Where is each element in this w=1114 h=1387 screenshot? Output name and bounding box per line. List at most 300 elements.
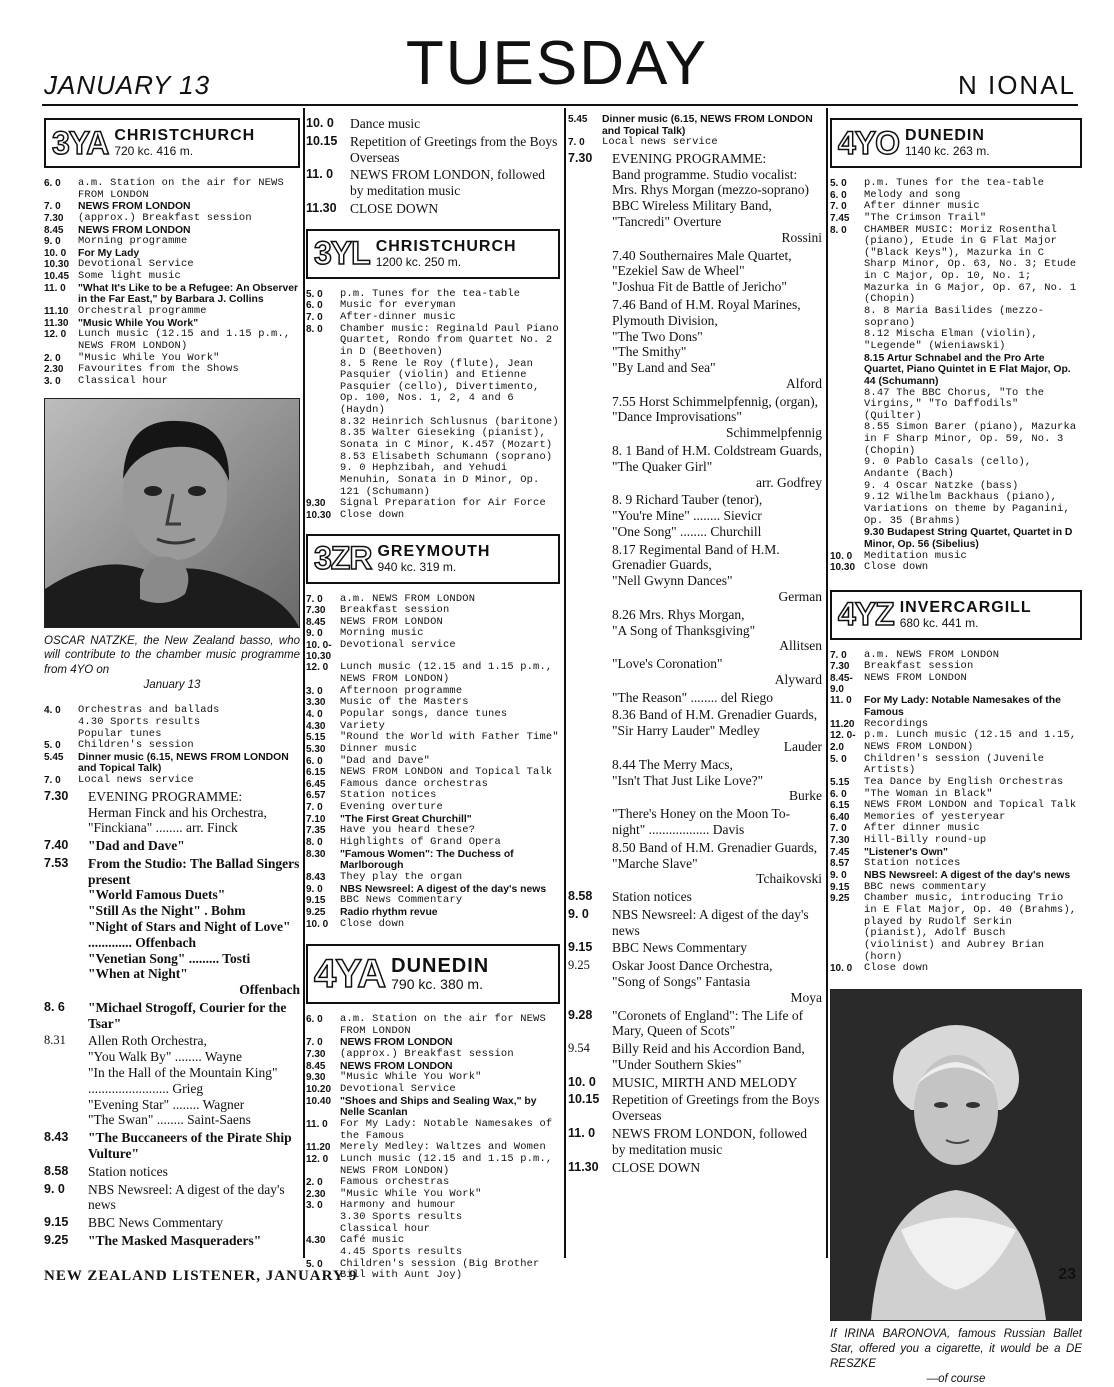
entry-text: Chamber music: Reginald Paul Piano Quartet, Rondo from Quartet No. 2 in D (Beethoven) <box>340 322 559 358</box>
schedule-entry <box>830 562 1082 574</box>
station-city: DUNEDIN <box>391 955 490 978</box>
schedule-entry <box>568 656 822 688</box>
entry-line: Station notices <box>612 889 692 905</box>
entry-text: NBS Newsreel: A digest of the day's news <box>340 883 547 895</box>
entry-text: After dinner music <box>864 822 980 835</box>
entry-text: Orchestras and ballads <box>78 704 220 717</box>
entry-text <box>88 1000 300 1032</box>
entry-line: 7.40 Southernaires Male Quartet, <box>612 247 792 263</box>
entry-line: Repetition of Greetings from the Boys Overseas <box>350 133 558 165</box>
station-banner-4ya <box>306 944 560 1004</box>
entry-time: 5. 0 <box>306 288 323 300</box>
schedule-4ya <box>306 1014 560 1282</box>
entry-text: Breakfast session <box>340 604 450 617</box>
schedule-entry <box>568 690 822 706</box>
header-rule <box>42 104 1078 106</box>
entry-time: 8.30 <box>306 848 326 860</box>
entry-text <box>612 958 822 1005</box>
schedule-entry <box>830 492 1082 527</box>
entry-text: p.m. Tunes for the tea-table <box>340 287 521 300</box>
schedule-entry <box>44 1215 300 1231</box>
entry-text <box>612 297 822 392</box>
entry-line: 8.26 Mrs. Rhys Morgan, <box>612 606 745 622</box>
entry-time: 8. 0 <box>830 224 847 236</box>
entry-time: 12. 0-2.0 <box>830 730 856 753</box>
footer-publication: NEW ZEALAND LISTENER, JANUARY 9 <box>44 1268 358 1284</box>
entry-text: Devotional service <box>340 639 456 652</box>
entry-time: 6.45 <box>306 778 326 790</box>
entry-time: 3. 0 <box>306 685 323 697</box>
entry-text: Chamber music, introducing Trio in E Flat Major, Op. 40 (Brahms), played by Rudolf Serkin (pianist), Adolf Busch (violinist) and Aubrey Brian (horn) <box>864 892 1077 963</box>
schedule-entry <box>44 178 300 201</box>
entry-line: "The Quaker Girl" <box>612 458 713 474</box>
entry-time: 9.30 <box>306 498 326 510</box>
entry-time: 6. 0 <box>44 178 61 189</box>
entry-text: Variety <box>340 719 386 732</box>
schedule-3zr <box>306 594 560 931</box>
entry-time: 9. 0 <box>44 236 61 248</box>
entry-text: Merely Medley: Waltzes and Women <box>340 1141 546 1154</box>
entry-text: NEWS FROM LONDON <box>340 1037 453 1049</box>
entry-text: Lunch music (12.15 and 1.15 p.m., NEWS FROM LONDON) <box>78 328 291 352</box>
entry-text <box>612 1041 822 1073</box>
entry-text: a.m. Station on the air for NEWS FROM LONDON <box>78 177 284 201</box>
entry-text: Meditation music <box>864 549 967 562</box>
entry-text: Morning programme <box>78 235 188 248</box>
station-banner-3ya <box>44 118 300 168</box>
entry-time: 4.30 <box>306 720 326 732</box>
entry-text: Dinner music (6.15, NEWS FROM LONDON and Topical Talk) <box>602 114 813 137</box>
entry-time: 9.25 <box>44 1232 69 1247</box>
portrait-illustration <box>831 990 1081 1320</box>
schedule-entry <box>306 1014 560 1037</box>
schedule-4ya-evening <box>568 151 822 1175</box>
schedule-entry <box>568 958 822 1005</box>
station-frequency: 1200 kc. 250 m. <box>375 254 462 269</box>
schedule-entry <box>306 312 560 324</box>
entry-text: p.m. Tunes for the tea-table <box>864 177 1045 189</box>
entry-composer: Tchaikovski <box>756 871 822 887</box>
entry-time: 8.58 <box>44 1163 69 1178</box>
entry-time: 8.43 <box>306 871 326 883</box>
schedule-entry <box>44 1182 300 1214</box>
entry-time: 11.20 <box>830 718 855 730</box>
entry-line: 7.46 Band of H.M. Royal Marines, Plymouth Division, <box>612 296 801 328</box>
schedule-3ya-evening <box>44 789 300 1249</box>
entry-line: 8. 1 Band of H.M. Coldstream Guards, <box>612 442 822 458</box>
entry-text: 8.32 Heinrich Schlusnus (baritone) <box>340 415 559 428</box>
schedule-entry <box>306 359 560 417</box>
entry-text <box>612 757 822 804</box>
entry-text <box>350 134 560 166</box>
entry-text: Close down <box>864 962 929 975</box>
schedule-entry <box>306 907 560 919</box>
entry-line: "There's Honey on the Moon To-night" .................. Davis <box>612 806 791 837</box>
entry-time: 9. 0 <box>568 906 589 921</box>
entry-time: 5.15 <box>306 732 326 744</box>
entry-line: "Song of Songs" Fantasia <box>612 973 751 989</box>
entry-text: NEWS FROM LONDON <box>78 201 191 213</box>
schedule-entry <box>830 893 1082 963</box>
entry-time: 9. 0 <box>306 628 323 640</box>
entry-time: 7.30 <box>306 1049 326 1061</box>
schedule-entry <box>306 463 560 498</box>
schedule-entry <box>830 353 1082 388</box>
entry-text: Close down <box>340 508 405 521</box>
entry-line: From the Studio: The Ballad Singers present <box>88 855 300 887</box>
column-divider <box>303 108 305 1258</box>
entry-time: 10.30 <box>830 562 856 574</box>
entry-text: 8. 5 Rene le Roy (flute), Jean Pasquier (violin) and Etienne Pasquier (cello), Divertimento, Op. 100, Nos. 1, 2, 4 and 6 (Haydn) <box>340 357 540 417</box>
entry-text: For My Lady: Notable Namesakes of the Famous <box>864 695 1061 719</box>
entry-text: Devotional Service <box>78 258 194 271</box>
entry-composer: Alyward <box>774 671 822 687</box>
entry-time: 7.30 <box>568 150 593 165</box>
entry-text <box>612 443 822 490</box>
schedule-4yo <box>830 178 1082 574</box>
schedule-entry <box>306 1049 560 1061</box>
entry-time: 9.15 <box>568 940 593 955</box>
entry-time: 5. 0 <box>306 1258 323 1270</box>
entry-line: "When at Night" <box>88 966 188 982</box>
entry-text: 8.15 Artur Schnabel and the Pro Arte Quartet, Piano Quintet in E Flat Major, Op. 44 (Schumann) <box>864 352 1071 387</box>
entry-text: (approx.) Breakfast session <box>340 1048 514 1061</box>
entry-text: After dinner music <box>864 200 980 213</box>
entry-time: 5.45 <box>44 751 64 763</box>
entry-time: 11. 0 <box>568 1126 596 1141</box>
entry-text: a.m. Station on the air for NEWS FROM LONDON <box>340 1013 546 1037</box>
entry-text: Evening overture <box>340 801 443 814</box>
header-date: JANUARY 13 <box>44 70 211 100</box>
entry-line: BBC News Commentary <box>88 1215 223 1231</box>
entry-time: 2. 0 <box>306 1177 323 1189</box>
entry-text: Children's session (Juvenile Artists) <box>864 752 1045 777</box>
entry-line: NBS Newsreel: A digest of the day's news <box>612 906 809 938</box>
entry-text: 8.47 The BBC Chorus, "To the Virgins," "To Daffodils" (Quilter) <box>864 386 1045 422</box>
entry-line: EVENING PROGRAMME: <box>612 150 767 166</box>
station-banner-4yo <box>830 118 1082 168</box>
entry-time: 3. 0 <box>44 375 61 387</box>
entry-line: "The Masked Masqueraders" <box>88 1232 262 1248</box>
entry-time: 5. 0 <box>830 178 847 189</box>
entry-time: 10.15 <box>568 1092 600 1107</box>
entry-time: 9.28 <box>568 1007 593 1022</box>
entry-text <box>88 856 300 998</box>
entry-time: 8.45 <box>306 1060 326 1072</box>
station-call-sign: 4YA <box>314 951 386 996</box>
entry-line: CLOSE DOWN <box>350 200 439 216</box>
entry-text: Classical hour <box>78 374 169 387</box>
entry-text: NEWS FROM LONDON and Topical Talk <box>340 766 553 779</box>
entry-time: 9. 0 <box>830 870 847 882</box>
schedule-entry <box>44 717 300 729</box>
entry-line: Herman Finck and his Orchestra, <box>88 804 267 820</box>
entry-text: 3.30 Sports results <box>340 1211 463 1224</box>
entry-text: 9. 0 Hephzibah, and Yehudi Menuhin, Sonata in D Minor, Op. 121 (Schumann) <box>340 462 540 498</box>
entry-time: 2.30 <box>306 1188 326 1200</box>
schedule-entry <box>306 849 560 872</box>
station-frequency: 790 kc. 380 m. <box>391 976 483 993</box>
entry-time: 9. 0 <box>306 883 323 895</box>
schedule-4ya-evening-top <box>568 114 822 149</box>
entry-time: 9. 0 <box>44 1181 65 1196</box>
entry-text <box>612 907 822 939</box>
schedule-entry <box>306 116 560 132</box>
entry-line: "Dad and Dave" <box>88 838 185 854</box>
entry-line: "Evening Star" ........ Wagner <box>88 1096 245 1112</box>
entry-text: Music for everyman <box>340 299 456 312</box>
entry-time: 4.30 <box>306 1235 326 1247</box>
entry-time: 9.25 <box>830 893 850 905</box>
page-number: 23 <box>1058 1266 1076 1283</box>
schedule-entry <box>306 167 560 199</box>
entry-text: 8.53 Elisabeth Schumann (soprano) <box>340 450 553 463</box>
entry-line: "Nell Gwynn Dances" <box>612 573 733 589</box>
schedule-entry <box>44 306 300 318</box>
entry-text <box>612 151 822 246</box>
schedule-entry <box>568 1160 822 1176</box>
entry-text: 4.30 Sports results <box>78 715 201 728</box>
entry-time: 6.15 <box>306 767 326 779</box>
entry-text <box>612 492 822 539</box>
entry-time: 10. 0 <box>306 918 329 930</box>
entry-line: "Tancredi" Overture <box>612 214 722 230</box>
entry-time: 11.30 <box>306 200 337 215</box>
entry-text: Hill-Billy round-up <box>864 834 987 847</box>
entry-text: "What It's Like to be a Refugee: An Observer in the Far East," by Barbara J. Collins <box>78 282 299 306</box>
entry-text <box>612 889 822 905</box>
entry-text <box>88 789 300 836</box>
entry-time: 5. 0 <box>44 740 61 752</box>
entry-text: "Listener's Own" <box>864 846 948 858</box>
entry-text <box>612 1092 822 1124</box>
station-city: DUNEDIN <box>905 127 985 145</box>
entry-line: "You Walk By" ........ Wayne <box>88 1049 242 1065</box>
entry-text: Lunch music (12.15 and 1.15 p.m., NEWS FROM LONDON) <box>340 1152 553 1177</box>
schedule-entry <box>306 134 560 166</box>
entry-text: Popular songs, dance tunes <box>340 708 508 720</box>
schedule-entry <box>830 870 1082 882</box>
entry-text: NEWS FROM LONDON <box>340 615 443 628</box>
entry-text: "Music While You Work" <box>78 351 220 364</box>
entry-text <box>612 806 822 838</box>
schedule-entry <box>306 872 560 884</box>
entry-time: 11.10 <box>44 306 69 318</box>
entry-text: Dinner music (6.15, NEWS FROM LONDON and Topical Talk) <box>78 751 289 775</box>
entry-text: "Famous Women": The Duchess of Marlborough <box>340 848 514 872</box>
entry-text: Harmony and humour <box>340 1199 456 1212</box>
entry-time: 3. 0 <box>306 1200 323 1212</box>
entry-text <box>350 167 560 199</box>
entry-text: 9. 0 Pablo Casals (cello), Andante (Bach) <box>864 456 1032 481</box>
entry-line: Oskar Joost Dance Orchestra, <box>612 958 773 974</box>
schedule-entry <box>830 673 1082 695</box>
schedule-entry <box>44 752 300 775</box>
entry-text: 8. 8 Maria Basilides (mezzo-soprano) <box>864 305 1045 329</box>
entry-time: 10. 0 <box>830 550 853 562</box>
entry-line: "Isn't That Just Like Love?" <box>612 772 764 788</box>
entry-time: 6. 0 <box>306 300 323 312</box>
entry-text <box>88 1182 300 1214</box>
schedule-entry <box>306 895 560 907</box>
schedule-entry <box>306 919 560 931</box>
entry-text: Breakfast session <box>864 660 974 673</box>
station-call-sign: 3YA <box>52 124 109 161</box>
entry-time: 11.30 <box>44 317 69 329</box>
entry-text: Dinner music <box>340 742 418 755</box>
entry-time: 8.45-9.0 <box>830 673 853 696</box>
schedule-entry <box>306 510 560 522</box>
entry-composer: Burke <box>789 788 822 804</box>
schedule-entry <box>830 695 1082 718</box>
schedule-4yz <box>830 650 1082 975</box>
entry-composer: German <box>778 589 822 605</box>
entry-line: "Dance Improvisations" <box>612 409 742 425</box>
entry-text: NEWS FROM LONDON <box>340 1060 453 1072</box>
entry-line: 8.17 Regimental Band of H.M. Grenadier Guards, <box>612 541 780 573</box>
station-city: CHRISTCHURCH <box>375 237 517 255</box>
schedule-entry <box>830 422 1082 457</box>
entry-line: "Finckiana" ........ arr. Finck <box>88 820 238 836</box>
entry-time: 8.45 <box>306 616 326 628</box>
entry-text: Some light music <box>78 270 181 283</box>
entry-line: Allen Roth Orchestra, <box>88 1033 207 1049</box>
column-divider <box>826 108 828 1258</box>
schedule-entry <box>568 1041 822 1073</box>
entry-time: 4. 0 <box>44 705 61 717</box>
schedule-entry <box>306 1212 560 1224</box>
caption-date: January 13 <box>143 679 201 692</box>
schedule-entry <box>830 457 1082 480</box>
entry-composer: Lauder <box>783 739 822 755</box>
entry-line: "Venetian Song" ......... Tosti <box>88 950 251 966</box>
entry-text: Café music <box>340 1234 405 1247</box>
entry-text <box>612 394 822 441</box>
schedule-entry <box>568 607 822 654</box>
entry-time: 11. 0 <box>830 695 852 707</box>
entry-text <box>612 1008 822 1040</box>
schedule-3ya-afternoon <box>44 705 300 786</box>
entry-time: 8. 0 <box>306 323 323 335</box>
entry-line: "Marche Slave" <box>612 855 698 871</box>
schedule-entry <box>568 492 822 539</box>
entry-time: 9.15 <box>306 895 326 907</box>
entry-time: 10. 0 <box>830 963 853 975</box>
column-1 <box>44 114 300 1264</box>
entry-text: "Shoes and Ships and Sealing Wax," by Nelle Scanlan <box>340 1095 537 1119</box>
schedule-entry <box>306 1084 560 1096</box>
entry-time: 8.57 <box>830 858 850 870</box>
entry-text: Radio rhythm revue <box>340 906 438 918</box>
entry-composer: Rossini <box>781 229 822 245</box>
schedule-entry <box>568 757 822 804</box>
entry-time: 2.30 <box>44 364 64 376</box>
entry-text <box>612 656 822 688</box>
entry-line: "Joshua Fit de Battle of Jericho" <box>612 279 787 295</box>
entry-time: 7.40 <box>44 838 69 853</box>
entry-text: Station notices <box>340 789 437 802</box>
entry-time: 5. 0 <box>830 753 847 765</box>
entry-time: 7. 0 <box>306 311 323 323</box>
entry-text: Morning music <box>340 627 424 640</box>
schedule-entry <box>306 709 560 721</box>
entry-text: p.m. Lunch music (12.15 and 1.15, NEWS FROM LONDON) <box>864 729 1077 753</box>
schedule-3ya-late <box>306 116 560 217</box>
schedule-entry <box>44 329 300 352</box>
entry-time: 7.10 <box>306 813 326 825</box>
entry-text: After-dinner music <box>340 310 456 323</box>
entry-time: 7. 0 <box>44 201 61 213</box>
schedule-entry <box>306 201 560 217</box>
entry-time: 4. 0 <box>306 709 323 720</box>
entry-text: Melody and song <box>864 188 961 201</box>
entry-line: EVENING PROGRAMME: <box>88 788 243 804</box>
schedule-entry <box>44 1033 300 1128</box>
schedule-entry <box>44 1233 300 1249</box>
entry-time: 11.30 <box>568 1159 599 1174</box>
schedule-entry <box>568 297 822 392</box>
entry-time: 9.54 <box>568 1041 590 1056</box>
station-call-sign: 3ZR <box>314 540 372 576</box>
entry-text: 8.12 Mischa Elman (violin), "Legende" (Wieniawski) <box>864 328 1038 352</box>
entry-text: Station notices <box>864 857 961 870</box>
entry-line: 8.44 The Merry Macs, <box>612 756 733 772</box>
entry-line: "The Buccaneers of the Pirate Ship Vulture" <box>88 1130 292 1161</box>
entry-text: 4.45 Sports results <box>340 1245 463 1258</box>
entry-time: 7. 0 <box>44 775 61 787</box>
entry-time: 6.15 <box>830 800 850 812</box>
entry-text: Popular tunes <box>78 727 162 740</box>
header-day: TUESDAY <box>405 29 709 98</box>
schedule-entry <box>830 835 1082 847</box>
entry-line: "Ezekiel Saw de Wheel" <box>612 263 745 279</box>
schedule-entry <box>830 213 1082 225</box>
entry-text <box>612 690 822 706</box>
entry-text <box>350 116 560 132</box>
entry-time: 8. 0 <box>306 837 323 849</box>
station-banner-3yl <box>306 229 560 279</box>
entry-time: 5.15 <box>830 776 850 788</box>
station-banner-3zr <box>306 534 560 584</box>
station-banner-4yz <box>830 590 1082 640</box>
entry-time: 11. 0 <box>44 282 66 294</box>
entry-text: Close down <box>340 917 405 930</box>
entry-text <box>88 838 300 854</box>
entry-time: 10.15 <box>306 133 338 148</box>
entry-time: 5.45 <box>568 114 588 125</box>
entry-time: 7.30 <box>44 788 69 803</box>
entry-time: 6.57 <box>306 790 326 802</box>
entry-text: NEWS FROM LONDON <box>78 224 191 236</box>
column-2 <box>306 114 560 1282</box>
entry-time: 7.35 <box>306 825 326 837</box>
entry-line: BBC Wireless Military Band, <box>612 198 772 214</box>
schedule-entry <box>306 640 560 662</box>
entry-text: Local news service <box>602 136 718 149</box>
schedule-entry <box>568 806 822 838</box>
entry-time: 7.45 <box>830 212 850 224</box>
entry-text: Signal Preparation for Air Force <box>340 497 546 510</box>
entry-line: "Love's Coronation" <box>612 656 723 672</box>
schedule-entry <box>568 114 822 137</box>
entry-text <box>612 1126 822 1158</box>
entry-text: 9.30 Budapest String Quartet, Quartet in D Minor, Op. 56 (Sibelius) <box>864 527 1073 550</box>
entry-text: Children's session (Big Brother Bill with Aunt Joy) <box>340 1257 540 1282</box>
station-city: GREYMOUTH <box>377 542 491 560</box>
caption-natzke <box>44 634 300 694</box>
entry-time: 7.30 <box>830 661 850 673</box>
entry-time: 6. 0 <box>830 788 847 800</box>
